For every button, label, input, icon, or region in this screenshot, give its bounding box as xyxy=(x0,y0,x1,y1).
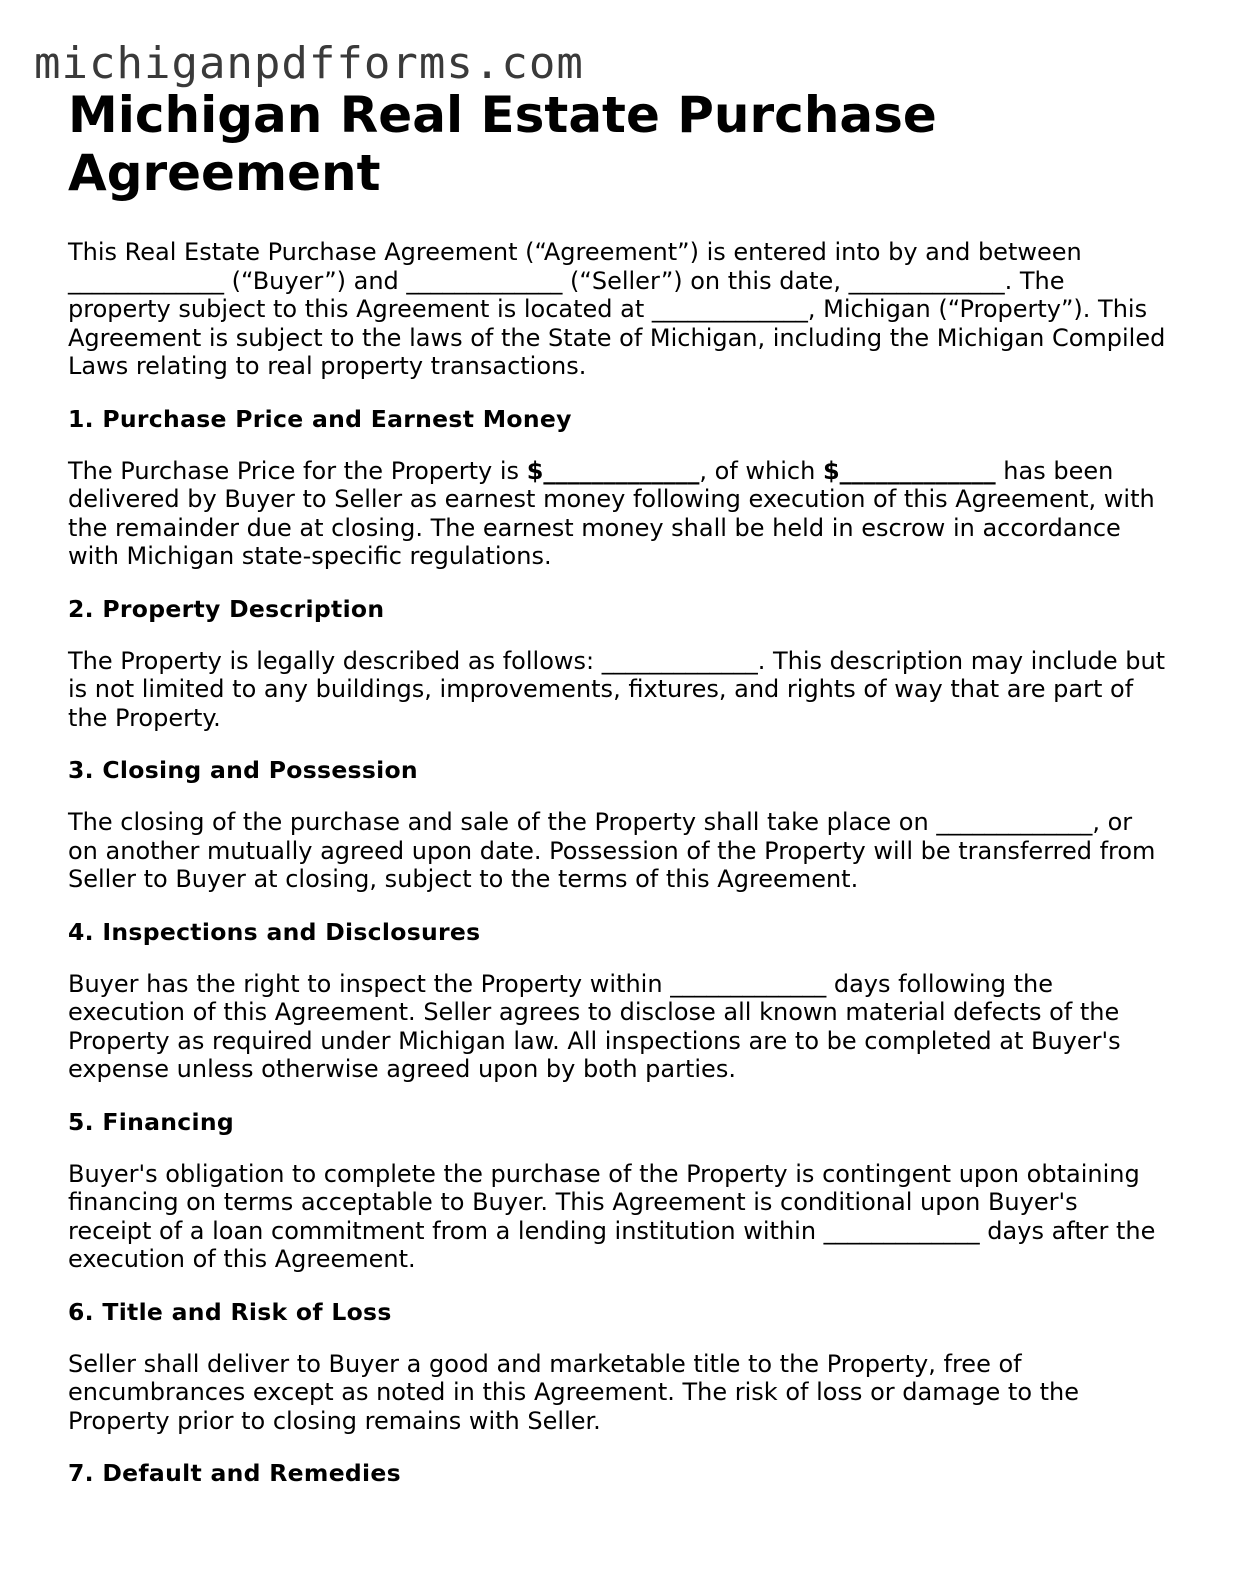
section-4-heading: 4. Inspections and Disclosures xyxy=(68,917,481,946)
seller-name-blank[interactable]: _____________ xyxy=(406,266,563,295)
section-3-body xyxy=(68,808,1168,894)
buyer-name-blank[interactable]: _____________ xyxy=(68,266,224,295)
intro-text-4: . The property subject to this Agreement is located at xyxy=(68,266,1065,323)
section-4-text-2: days following the execution of this Agreement. Seller agrees to disclose all known material defects of the Property as required under Michigan law. All inspections are to be completed at Buyer's expense unless otherwise agreed upon by both parties. xyxy=(68,969,1121,1083)
watermark: michiganpdfforms.com xyxy=(34,38,584,89)
legal-description-blank[interactable]: _____________ xyxy=(601,646,758,675)
section-6-heading: 6. Title and Risk of Loss xyxy=(68,1297,392,1326)
section-2-text-1: The Property is legally described as follows: xyxy=(68,646,602,675)
closing-date-blank[interactable]: _____________ xyxy=(936,808,1093,836)
section-2-heading: 2. Property Description xyxy=(68,594,385,623)
section-6-body xyxy=(68,1350,1168,1436)
section-2-body xyxy=(68,647,1168,733)
section-5-text-2: days after the execution of this Agreement. xyxy=(68,1216,1156,1273)
intro-paragraph xyxy=(68,238,1168,381)
intro-text-5: , Michigan (“Property”). This Agreement is subject to the laws of the State of Michigan, including the Michigan Compiled Laws relating to real property transactions. xyxy=(68,295,1166,380)
section-4-text-1: Buyer has the right to inspect the Property within xyxy=(68,969,671,998)
inspection-days-blank[interactable]: _____________ xyxy=(670,969,827,998)
intro-text-1: This Real Estate Purchase Agreement (“Agreement”) is entered into by and between xyxy=(68,238,1082,266)
section-5-body xyxy=(68,1160,1168,1274)
intro-text-3: (“Seller”) on this date, xyxy=(562,266,849,295)
section-1-text-1: The Purchase Price for the Property is xyxy=(68,456,527,485)
property-location-blank[interactable]: _____________ xyxy=(651,295,808,323)
document-body xyxy=(68,86,1168,1487)
section-3-heading: 3. Closing and Possession xyxy=(68,756,418,784)
intro-text-2: (“Buyer”) and xyxy=(224,266,407,295)
section-5-text-1: Buyer's obligation to complete the purchase of the Property is contingent upon obtaining financing on terms acceptable to Buyer. This Agreement is conditional upon Buyer's receipt of a loan commitment from a lending institution within xyxy=(68,1159,1140,1245)
section-4-body xyxy=(68,970,1168,1084)
section-1-text-3: has been delivered by Buyer to Seller as earnest money following execution of this Agreement, with the remainder due at closing. The earnest money shall be held in escrow in accordance with Michigan state-specific regulations. xyxy=(68,456,1155,570)
section-5-heading: 5. Financing xyxy=(68,1107,235,1136)
purchase-price-blank[interactable]: $_____________ xyxy=(526,456,700,485)
section-6-text-1: Seller shall deliver to Buyer a good and marketable title to the Property, free of encumbrances except as noted in this Agreement. The risk of loss or damage to the Property prior to closing remains with Seller. xyxy=(68,1349,1080,1435)
section-3-text-1: The closing of the purchase and sale of the Property shall take place on xyxy=(68,808,937,836)
section-1-heading: 1. Purchase Price and Earnest Money xyxy=(68,404,572,433)
section-2-text-2: . This description may include but is not limited to any buildings, improvements, fixtures, and rights of way that are part of the Property. xyxy=(68,646,1166,732)
financing-days-blank[interactable]: _____________ xyxy=(823,1216,980,1245)
section-1-body xyxy=(68,457,1168,571)
section-7-heading: 7. Default and Remedies xyxy=(68,1459,401,1487)
agreement-date-blank[interactable]: _____________ xyxy=(848,266,1005,295)
section-1-text-2: , of which xyxy=(699,456,823,485)
document-title: Michigan Real Estate Purchase Agreement xyxy=(68,86,937,202)
section-3-text-2: , or on another mutually agreed upon date. Possession of the Property will be transferred from Seller to Buyer at closing, subject to the terms of this Agreement. xyxy=(68,808,1156,893)
earnest-money-blank[interactable]: $_____________ xyxy=(822,456,996,485)
